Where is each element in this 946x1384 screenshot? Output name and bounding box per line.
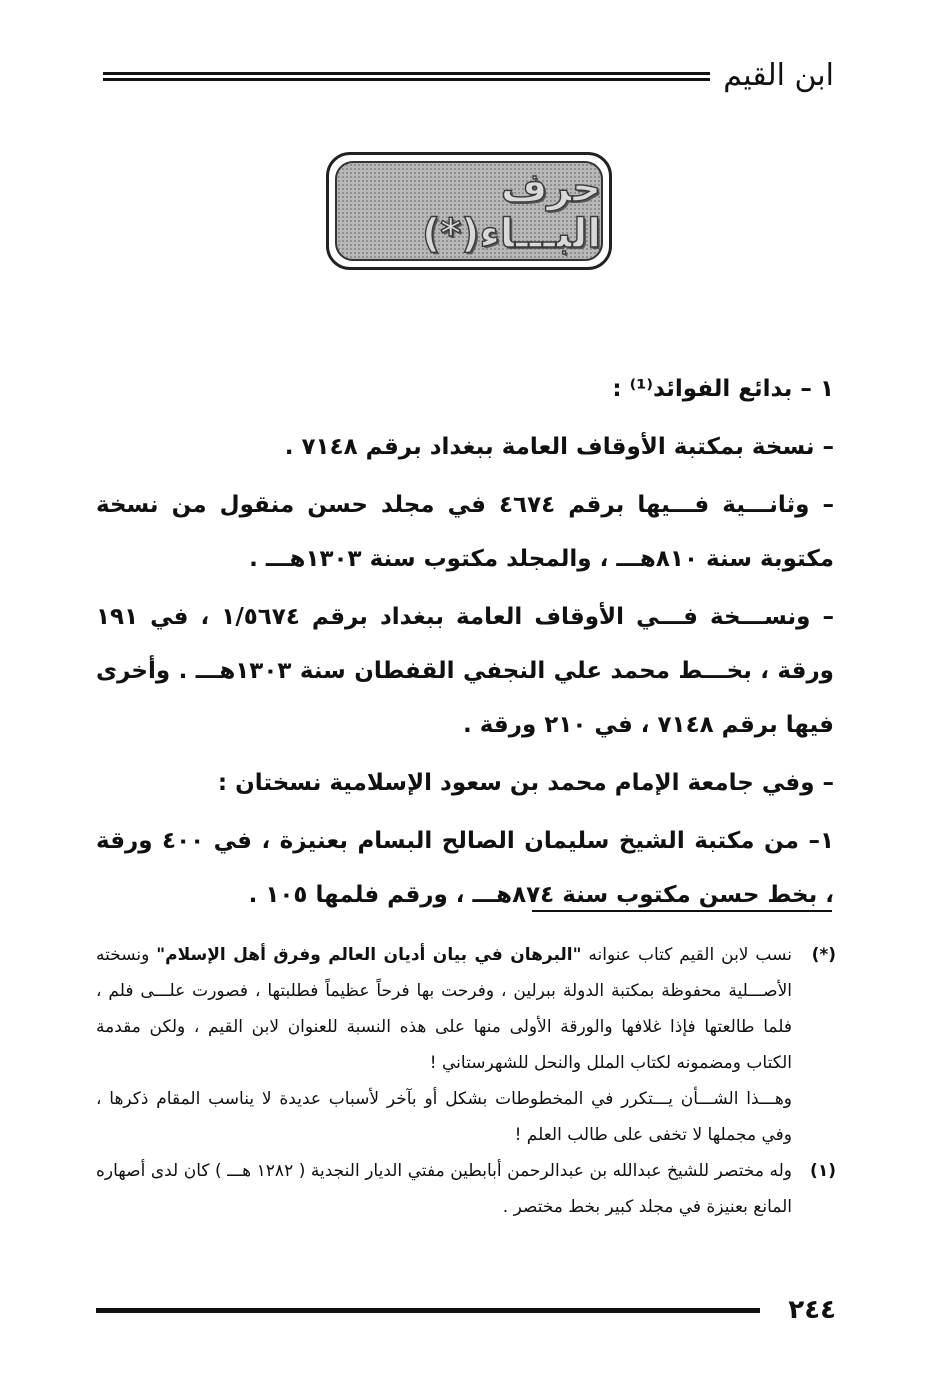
chapter-title-inner [335, 161, 603, 261]
paragraph: – ونســـخة فـــي الأوقاف العامة ببغداد برقم ١/٥٦٧٤ ، في ١٩١ ورقة ، بخـــط محمد علي النجفي القفطان سنة ١٣٠٣هـــ . وأخرى فيها برقم ٧١٤٨ ، في ٢١٠ ورقة . [96, 604, 834, 738]
footnote-separator [532, 910, 832, 912]
footnote-continuation: الأصـــلية محفوظة بمكتبة الدولة ببرلين ، وفرحت بها فرحاً عظيماً فطلبتها ، فصورت علـــى فلم ، فلما طالعتها فإذا غلافها والورقة الأولى منها على هذه النسبة للعنوان لابن القيم ، ولكن مقدمة الكتاب ومضمونه لكتاب الملل والنحل للشهرستاني ! [96, 981, 792, 1073]
footer-rule [96, 1308, 760, 1313]
main-text [96, 362, 834, 922]
running-header-title: ابن القيم [723, 58, 834, 93]
chapter-title: حرف البـــاء(*) [421, 165, 601, 257]
footnote-paragraph: وهـــذا الشـــأن يـــتكرر في المخطوطات بشكل أو بآخر لأسباب عديدة لا يناسب المقام ذكرها ، وفي مجملها لا تخفى على طالب العلم ! [96, 1089, 792, 1145]
paragraph: – وفي جامعة الإمام محمد بن سعود الإسلامية نسختان : [217, 770, 834, 796]
footnote-paragraph: وله مختصر للشيخ عبدالله بن عبدالرحمن أبابطين مفتي الديار النجدية ( ١٢٨٢ هـــ ) كان لدى أصهاره المانع بعنيزة في مجلد كبير بخط مختصر . [96, 1161, 792, 1217]
footnotes [96, 937, 836, 1225]
footnote-star [96, 937, 836, 1153]
footnote-text [96, 1153, 792, 1225]
entry-heading: ١ – بدائع الفوائد⁽¹⁾ : [612, 376, 834, 402]
paragraph: ١– من مكتبة الشيخ سليمان الصالح البسام بعنيزة ، في ٤٠٠ ورقة ، بخط حسن مكتوب سنة ٨٧٤هـــ ، ورقم فلمها ١٠٥ . [96, 828, 834, 908]
book-title: "البرهان في بيان أديان العالم وفرق أهل الإسلام" [156, 945, 582, 965]
footnote-marker: (١) [810, 1161, 836, 1181]
chapter-title-box [326, 152, 612, 270]
page-number: ٢٤٤ [788, 1295, 836, 1325]
footnote-text [96, 937, 792, 1153]
paragraph: – نسخة بمكتبة الأوقاف العامة ببغداد برقم ٧١٤٨ . [284, 434, 834, 460]
footnote-one [96, 1153, 836, 1225]
paragraph: – وثانـــية فـــيها برقم ٤٦٧٤ في مجلد حسن منقول من نسخة مكتوبة سنة ٨١٠هـــ ، والمجلد مكتوب سنة ١٣٠٣هـــ . [96, 492, 834, 572]
footnote-line-start: نسب لابن القيم كتاب عنوانه [588, 945, 792, 965]
footnote-marker: (*) [811, 945, 836, 965]
footnote-line-end: ونسخته [96, 945, 150, 965]
header-double-rule [103, 72, 710, 81]
footnote-paragraph [96, 937, 792, 1081]
